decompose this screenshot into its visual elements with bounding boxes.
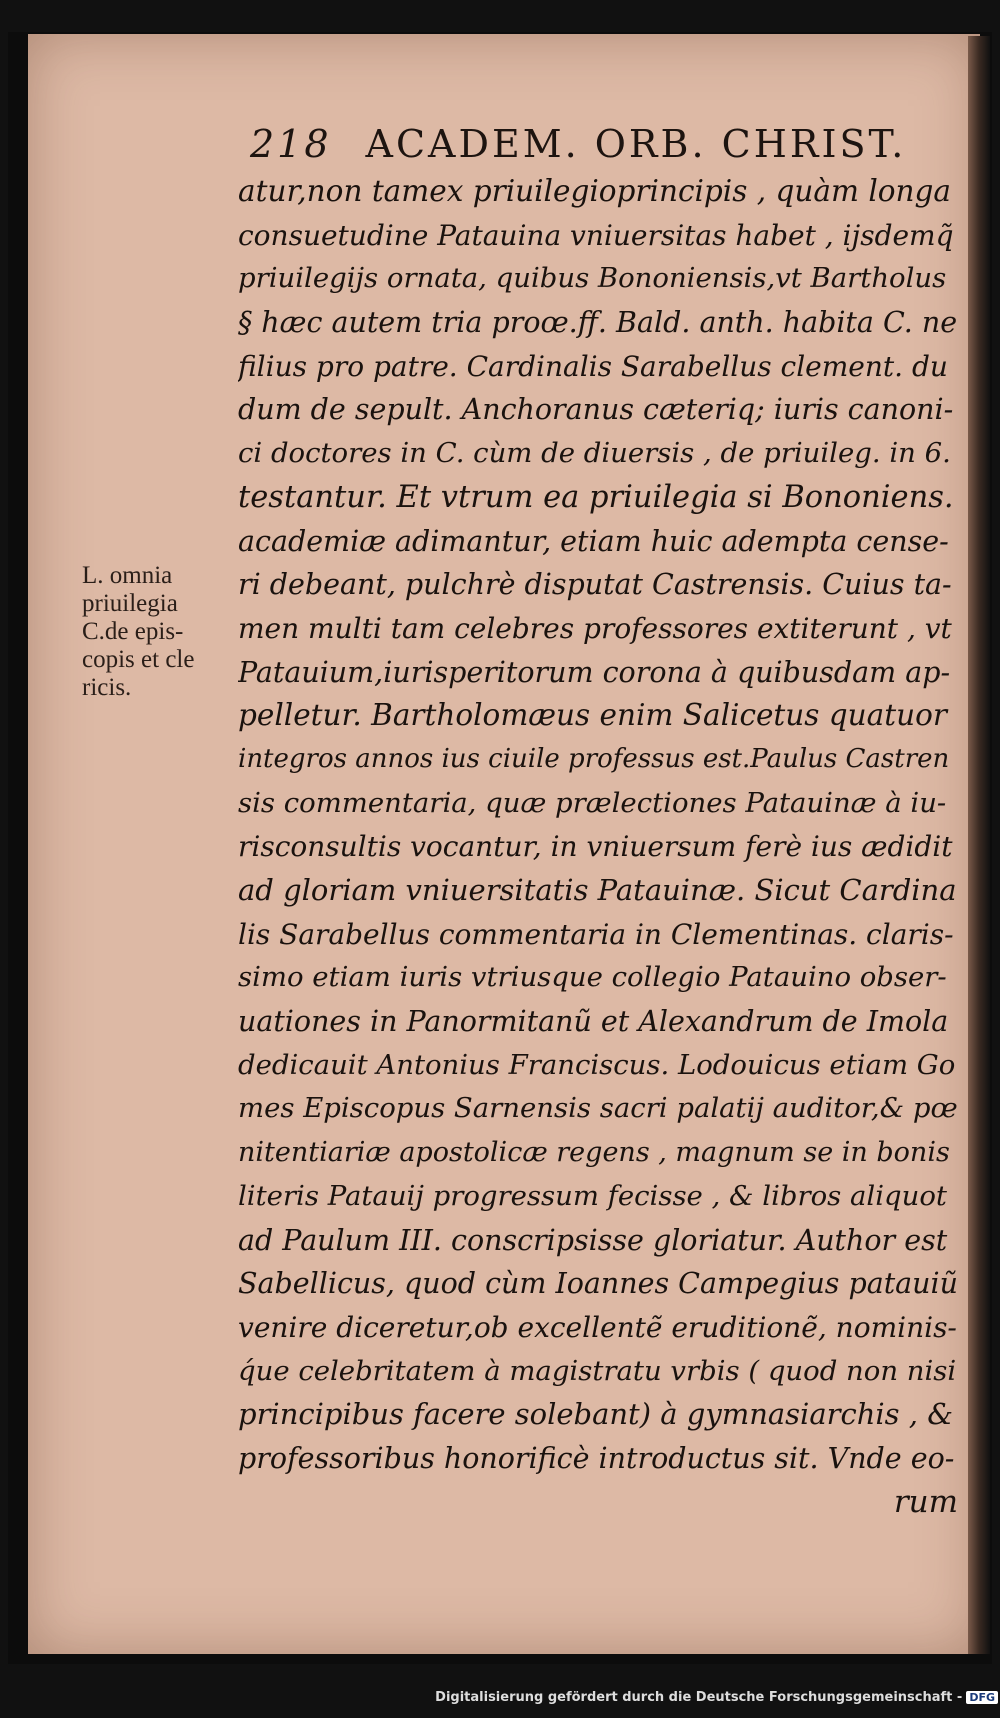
text-line: lis Sarabellus commentaria in Clementinas. claris- bbox=[238, 917, 954, 951]
margin-note bbox=[82, 562, 242, 702]
text-line: Sabellicus, quod cùm Ioannes Campegius patauiũ bbox=[238, 1267, 958, 1301]
text-line: atur,non tamex priuilegioprincipis , quàm longa bbox=[238, 174, 951, 208]
dfg-logo: DFG bbox=[966, 1691, 998, 1704]
text-line: uationes in Panormitanũ et Alexandrum de Imola bbox=[238, 1005, 949, 1039]
running-header bbox=[250, 122, 950, 170]
text-line: mes Episcopus Sarnensis sacri palatij auditor,& pœ bbox=[238, 1092, 958, 1125]
text-line: testantur. Et vtrum ea priuilegia si Bononiens. bbox=[238, 479, 954, 515]
text-line: ri debeant, pulchrè disputat Castrensis. Cuius ta- bbox=[238, 568, 952, 602]
margin-note-line: copis et cle bbox=[82, 646, 195, 673]
page-edge-shadow bbox=[968, 36, 990, 1654]
text-line: Patauium,iurisperitorum corona à quibusdam ap- bbox=[238, 655, 951, 689]
body-text bbox=[238, 170, 958, 1524]
text-line: ad Paulum III. conscripsisse gloriatur. Author est bbox=[238, 1223, 948, 1257]
text-line: dedicauit Antonius Franciscus. Lodouicus etiam Go bbox=[238, 1048, 956, 1081]
text-line: rum bbox=[893, 1483, 958, 1520]
text-line: integros annos ius ciuile professus est.Paulus Castren bbox=[238, 743, 950, 774]
text-line: q́ue celebritatem à magistratu vrbis ( quod non nisi bbox=[238, 1354, 957, 1387]
text-line: venire diceretur,ob excellentẽ eruditionẽ, nominis- bbox=[238, 1310, 957, 1344]
text-line: nitentiariæ apostolicæ regens , magnum se in bonis bbox=[238, 1137, 950, 1169]
credit-text: Digitalisierung gefördert durch die Deutsche Forschungsgemeinschaft - bbox=[435, 1690, 963, 1705]
text-line: sis commentaria, quæ prælectiones Patauinæ à iu- bbox=[238, 786, 947, 819]
text-line: simo etiam iuris vtriusque collegio Patauino obser- bbox=[238, 961, 947, 994]
text-line: pelletur. Bartholomæus enim Salicetus quatuor bbox=[238, 698, 947, 733]
text-line: ad gloriam vniuersitatis Patauinæ. Sicut Cardina bbox=[238, 873, 957, 907]
text-line: § hæc autem tria proœ.ff. Bald. anth. habita C. ne bbox=[238, 306, 958, 340]
text-line: risconsultis vocantur, in vniuersum ferè ius ædidit bbox=[238, 830, 953, 864]
margin-note-line: C.de epis- bbox=[82, 618, 184, 645]
text-line: literis Patauij progressum fecisse , & libros aliquot bbox=[238, 1179, 947, 1212]
margin-note-line: L. omnia bbox=[82, 562, 173, 589]
running-title: ACADEM. ORB. CHRIST. bbox=[365, 122, 907, 166]
text-line: professoribus honorificè introductus sit. Vnde eo- bbox=[238, 1441, 955, 1475]
text-line: principibus facere solebant) à gymnasiarchis , & bbox=[238, 1397, 954, 1432]
text-line: men multi tam celebres professores extiterunt , vt bbox=[238, 611, 952, 645]
text-line: filius pro patre. Cardinalis Sarabellus clement. du bbox=[238, 349, 948, 383]
page-number: 218 bbox=[250, 122, 332, 166]
margin-note-line: priuilegia bbox=[82, 590, 178, 617]
digitization-credit bbox=[0, 1690, 998, 1712]
text-line: consuetudine Patauina vniuersitas habet , ijsdemq̃ bbox=[238, 218, 954, 252]
text-line: priuilegijs ornata, quibus Bononiensis,vt Bartholus bbox=[238, 262, 947, 295]
text-line: ci doctores in C. cùm de diuersis , de priuileg. in 6. bbox=[238, 437, 951, 470]
text-line: dum de sepult. Anchoranus cæteriq; iuris canoni- bbox=[238, 393, 954, 427]
text-line: academiæ adimantur, etiam huic adempta cense- bbox=[238, 524, 949, 558]
margin-note-line: ricis. bbox=[82, 674, 132, 701]
